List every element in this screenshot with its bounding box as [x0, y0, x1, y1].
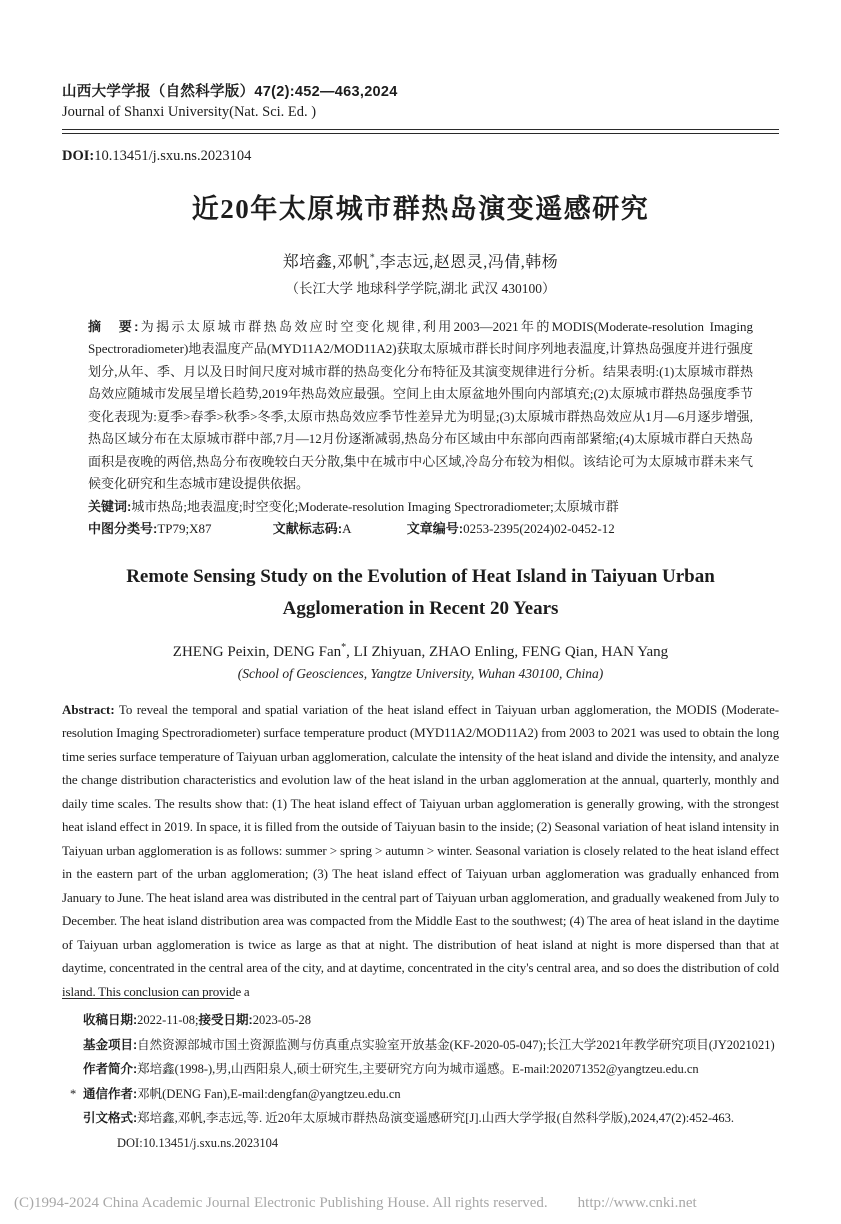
abstract-en-text: To reveal the temporal and spatial variation of the heat island effect in Taiyuan urban agglomeration, the MODIS (Moderate-resolution Imaging Spectroradiometer) surface temperature product (MYD11A2/MOD11A2) from 2003 to 2021 was used to obtain the long time series surface temperature of Taiyuan urban agglomeration, calculate the intensity of the heat island and divide the intensity, and analyze the change distribution characteristics and evolution law of the heat island in the urban agglomeration at the annual, quarterly, monthly and daily time scales. The results show that: (1) The heat island effect of Taiyuan urban agglomeration is generally growing, with the strongest heat island effect in 2019. In space, it is filled from the outside of Taiyuan basin to the inside; (2) Seasonal variation of heat island intensity in Taiyuan urban agglomeration is as follows: summer > spring > autumn > winter. Seasonal variation is closely related to the heat island effect in the eastern part of the urban agglomeration; (3) The heat island effect of Taiyuan urban agglomeration was gradually enhanced from January to June. The heat island area was distributed in the central part of Taiyuan urban agglomeration, and gradually weakened from July to December. The heat island distribution area was compacted from the Middle East to the southwest; (4) The area of heat island in the daytime of Taiyuan urban agglomeration is twice as large as that at night. The distribution of heat island at night is more dispersed than that at daytime, concentrated in the central area of the city, and at daytime, concentrated in the city's central area, and so does the distribution of cold island. This conclusion can provide a [62, 701, 779, 999]
article-no-label: 文章编号: [406, 521, 464, 536]
footnote-dates [83, 1008, 779, 1033]
affiliation-cn: （长江大学 地球科学学院,湖北 武汉 430100） [285, 280, 556, 296]
keywords-line [88, 496, 753, 519]
authors-en-pre: ZHENG Peixin, DENG Fan [172, 643, 342, 660]
abstract-cn-text: 为揭示太原城市群热岛效应时空变化规律,利用2003—2021年的MODIS(Moderate-resolution Imaging Spectroradiometer)地表温度产品(MYD11A2/MOD11A2)获取太原城市群长时间序列地表温度,计算热岛强度并进行强度划分,从年、季、月以及日时间尺度对城市群的热岛变化分布特征及其演变规律进行分析。结果表明:(1)太原城市群热岛效应随城市发展呈增长趋势,2019年热岛效应最强。空间上由太原盆地外围向内部填充;(2)太原城市群热岛强度季节变化表现为:夏季>春季>秋季>冬季,太原市热岛效应季节性差异尤为明显;(3)太原城市群热岛效应从1月—6月逐步增强,热岛区域分布在太原城市群中部,7月—12月份逐渐减弱,热岛分布区域由中东部向西南部紧缩;(4)太原城市群白天热岛面积是夜晚的两倍,热岛分布夜晚较白天分散,集中在城市中心区域,冷岛分布较为相似。该结论可为太原城市群未来气候变化研究和生态城市建设提供依据。 [88, 318, 753, 491]
corresponding-author-mark-en: * [341, 641, 347, 653]
doi-value: 10.13451/j.sxu.ns.2023104 [94, 147, 252, 164]
corresponding-text: 邓帆(DENG Fan),E-mail:dengfan@yangtzeu.edu.cn [137, 1086, 401, 1101]
copyright-text: (C)1994-2024 China Academic Journal Electronic Publishing House. All rights reserved. [14, 1195, 548, 1211]
copyright-footer [14, 1195, 827, 1212]
doc-code-value: A [342, 521, 352, 536]
title-en-line1: Remote Sensing Study on the Evolution of Heat Island in Taiyuan Urban [126, 565, 715, 587]
doi-line [62, 148, 779, 165]
authors-en [62, 642, 779, 661]
keywords-text: 城市热岛;地表温度;时空变化;Moderate-resolution Imaging Spectroradiometer;太原城市群 [131, 498, 619, 514]
doc-code-group [273, 521, 352, 536]
clc-label: 中图分类号: [88, 521, 158, 536]
footnotes [70, 1008, 779, 1155]
footnote-fund [83, 1033, 779, 1058]
footnote-author-bio [83, 1057, 779, 1082]
journal-name-cn: 山西大学学报（自然科学版）47(2):452—463,2024 [62, 84, 398, 100]
cnki-url: http://www.cnki.net [577, 1195, 697, 1211]
title-en-line2: Agglomeration in Recent 20 Years [282, 597, 559, 619]
affiliation-en: (School of Geosciences, Yangtze University, Wuhan 430100, China) [237, 665, 604, 681]
corresponding-star: * [70, 1086, 77, 1101]
accepted-date-label: 接受日期: [198, 1013, 253, 1027]
abstract-cn [88, 316, 753, 496]
author-bio-label: 作者简介: [83, 1062, 138, 1076]
corresponding-label: 通信作者: [83, 1086, 138, 1101]
abstract-en-label: Abstract: [62, 701, 115, 717]
citation-text: 郑培鑫,邓帆,李志远,等. 近20年太原城市群热岛演变遥感研究[J].山西大学学报(自然科学版),2024,47(2):452-463. DOI:10.13451/j.sxu.ns.2023104 [117, 1111, 735, 1150]
journal-name-en: Journal of Shanxi University(Nat. Sci. Ed. ) [62, 104, 317, 120]
header-double-rule [62, 129, 779, 134]
authors-cn-post: ,李志远,赵恩灵,冯倩,韩杨 [375, 253, 559, 271]
footnote-section [62, 998, 779, 1155]
abstract-cn-label: 摘 要: [88, 318, 139, 334]
article-no-value: 0253-2395(2024)02-0452-12 [463, 521, 615, 536]
doi-label: DOI: [62, 147, 95, 164]
abstract-en [62, 698, 779, 1004]
authors-en-post: , LI Zhiyuan, ZHAO Enling, FENG Qian, HAN Yang [346, 643, 669, 660]
corresponding-author-mark: * [369, 252, 376, 264]
author-bio-text: 郑培鑫(1998-),男,山西阳泉人,硕士研究生,主要研究方向为城市遥感。E-mail:202071352@yangtzeu.edu.cn [137, 1062, 699, 1076]
doc-code-label: 文献标志码: [272, 521, 343, 536]
authors-cn [62, 249, 779, 272]
received-date-label: 收稿日期: [83, 1013, 138, 1027]
fund-label: 基金项目: [83, 1037, 138, 1052]
keywords-label: 关键词: [88, 498, 132, 514]
clc-value: TP79;X87 [157, 521, 212, 536]
accepted-date-value: 2023-05-28 [252, 1013, 312, 1027]
article-title-en [62, 561, 779, 625]
article-title-cn: 近20年太原城市群热岛演变遥感研究 [191, 193, 650, 224]
footnote-citation [83, 1106, 779, 1155]
authors-cn-pre: 郑培鑫,邓帆 [282, 253, 370, 271]
fund-text: 自然资源部城市国土资源监测与仿真重点实验室开放基金(KF-2020-05-047);长江大学2021年教学研究项目(JY2021021) [137, 1037, 775, 1052]
citation-label: 引文格式: [83, 1111, 138, 1125]
journal-header [62, 80, 779, 121]
received-date-value: 2022-11-08; [137, 1013, 199, 1027]
clc-group [88, 521, 212, 536]
article-no-group [407, 521, 615, 536]
footnote-rule [62, 998, 234, 999]
footnote-corresponding-author [70, 1082, 779, 1107]
classification-line [88, 518, 753, 541]
